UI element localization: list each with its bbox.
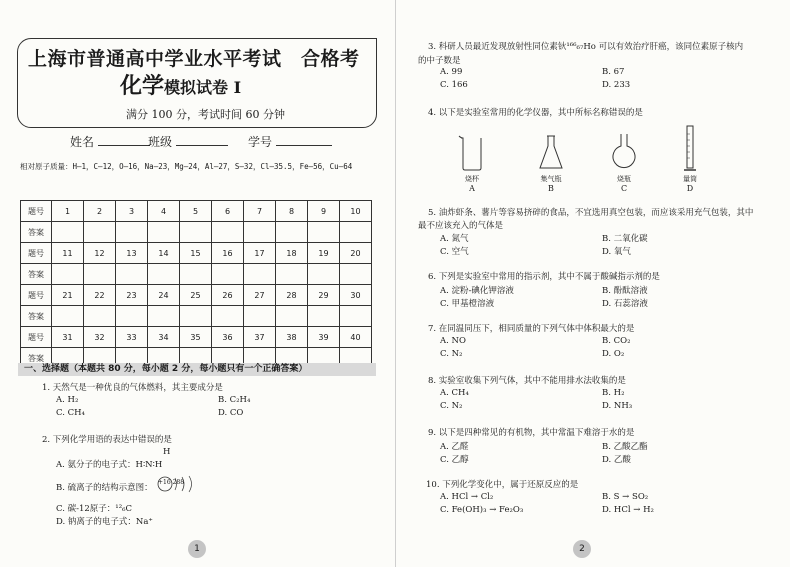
round-flask-icon [610, 132, 638, 172]
sulfide-ion-diagram [156, 475, 204, 493]
answer-cell[interactable] [276, 222, 308, 243]
instrument-d-name: 量筒 [683, 175, 697, 183]
answer-cell[interactable] [148, 222, 180, 243]
answer-row [21, 264, 372, 285]
question-number-cell: 8 [276, 201, 308, 222]
row-label-answer: 答案 [21, 264, 52, 285]
q8-option-b[interactable]: B. H₂ [602, 388, 625, 398]
id-blank[interactable] [276, 135, 332, 146]
q3-option-c[interactable]: C. 166 [440, 80, 468, 90]
question-9: 9. 以下是四种常见的有机物，其中常温下难溶于水的是 [428, 428, 635, 438]
question-number-cell: 3 [116, 201, 148, 222]
question-number-cell: 34 [148, 327, 180, 348]
answer-cell[interactable] [212, 306, 244, 327]
name-label: 姓名 [70, 135, 95, 149]
name-field[interactable] [70, 133, 150, 150]
paper-title: 模拟试卷 I [164, 78, 242, 97]
flask-icon [536, 132, 566, 172]
sulfide-ion-numbers: +16 288 [158, 479, 185, 486]
question-2: 2. 下列化学用语的表达中错误的是 [42, 435, 172, 445]
q9-option-b[interactable]: B. 乙酸乙酯 [602, 442, 648, 452]
q7-option-a[interactable]: A. NO [440, 336, 466, 346]
q1-option-c[interactable]: C. CH₄ [56, 408, 85, 418]
q10-option-a[interactable]: A. HCl → Cl₂ [440, 492, 494, 502]
question-7: 7. 在同温同压下，相同质量的下列气体中体积最大的是 [428, 324, 635, 334]
question-number-cell: 9 [308, 201, 340, 222]
question-3: 3. 科研人员最近发现放射性同位素钬¹⁶⁶₆₇Ho 可以有效治疗肝癌，该同位素原子核内 [428, 42, 744, 52]
answer-cell[interactable] [340, 222, 372, 243]
q1-option-d[interactable]: D. CO [218, 408, 244, 418]
question-3-cont: 的中子数是 [418, 56, 461, 66]
q7-option-c[interactable]: C. N₂ [440, 349, 463, 359]
answer-cell[interactable] [212, 264, 244, 285]
atomic-masses: 相对原子质量：H—1，C—12，O—16，Na—23，Mg—24，Al—27，S—32，Cl—35.5，Fe—56，Cu—64 [20, 162, 353, 171]
question-6: 6. 下列是实验室中常用的指示剂，其中不属于酸碱指示剂的是 [428, 272, 660, 282]
answer-cell[interactable] [180, 222, 212, 243]
question-number-cell: 32 [84, 327, 116, 348]
answer-cell[interactable] [244, 222, 276, 243]
class-blank[interactable] [176, 135, 228, 146]
instrument-d-letter: D [686, 184, 694, 193]
question-number-cell: 12 [84, 243, 116, 264]
q8-option-d[interactable]: D. NH₃ [602, 401, 633, 411]
question-number-cell: 23 [116, 285, 148, 306]
question-number-cell: 10 [340, 201, 372, 222]
id-label: 学号 [248, 135, 273, 149]
question-number-cell: 37 [244, 327, 276, 348]
question-number-cell: 2 [84, 201, 116, 222]
question-number-cell: 5 [180, 201, 212, 222]
q6-option-b[interactable]: B. 酚酞溶液 [602, 286, 648, 296]
q2-option-b[interactable]: B. 硫离子的结构示意图： [56, 483, 153, 493]
q2-option-c[interactable]: C. 碳-12原子：¹²₆C [56, 504, 133, 514]
answer-cell[interactable] [116, 222, 148, 243]
q9-option-a[interactable]: A. 乙醛 [440, 442, 469, 452]
answer-cell[interactable] [212, 222, 244, 243]
id-field[interactable] [248, 133, 332, 150]
answer-cell[interactable] [116, 306, 148, 327]
q6-option-d[interactable]: D. 石蕊溶液 [602, 299, 648, 309]
question-number-cell: 14 [148, 243, 180, 264]
q6-option-a[interactable]: A. 淀粉-碘化钾溶液 [440, 286, 514, 296]
score-line: 满分 100 分，考试时间 60 分钟 [126, 108, 285, 121]
question-number-cell: 7 [244, 201, 276, 222]
q8-option-c[interactable]: C. N₂ [440, 401, 463, 411]
q9-option-d[interactable]: D. 乙酸 [602, 455, 631, 465]
q9-option-c[interactable]: C. 乙醇 [440, 455, 469, 465]
question-number-cell: 15 [180, 243, 212, 264]
question-4: 4. 以下是实验室常用的化学仪器，其中所标名称错误的是 [428, 108, 643, 118]
q8-option-a[interactable]: A. CH₄ [440, 388, 469, 398]
question-number-cell: 19 [308, 243, 340, 264]
question-number-cell: 26 [212, 285, 244, 306]
question-number-cell: 40 [340, 327, 372, 348]
q3-option-a[interactable]: A. 99 [440, 67, 463, 77]
answer-cell[interactable] [116, 264, 148, 285]
row-label-question: 题号 [21, 327, 52, 348]
answer-cell[interactable] [308, 264, 340, 285]
question-number-cell: 38 [276, 327, 308, 348]
question-number-cell: 1 [52, 201, 84, 222]
answer-cell[interactable] [180, 264, 212, 285]
instrument-b-letter: B [548, 184, 554, 193]
question-8: 8. 实验室收集下列气体，其中不能用排水法收集的是 [428, 376, 626, 386]
question-number-cell: 31 [52, 327, 84, 348]
instrument-a-name: 烧杯 [465, 175, 479, 183]
instrument-a-letter: A [469, 184, 475, 193]
answer-cell[interactable] [52, 264, 84, 285]
question-number-cell: 35 [180, 327, 212, 348]
q2-option-a-top: H [163, 447, 171, 457]
question-number-cell: 11 [52, 243, 84, 264]
row-label-question: 题号 [21, 285, 52, 306]
q2-option-d[interactable]: D. 钠离子的电子式：Na⁺ [56, 517, 153, 527]
q5-option-b[interactable]: B. 二氧化碳 [602, 234, 648, 244]
question-number-cell: 22 [84, 285, 116, 306]
question-number-row [21, 201, 372, 222]
question-number-cell: 36 [212, 327, 244, 348]
answer-row [21, 306, 372, 327]
class-field[interactable] [148, 133, 228, 150]
answer-cell[interactable] [340, 264, 372, 285]
q1-option-a[interactable]: A. H₂ [56, 395, 79, 405]
class-label: 班级 [148, 135, 173, 149]
answer-cell[interactable] [148, 306, 180, 327]
question-number-cell: 25 [180, 285, 212, 306]
answer-cell[interactable] [276, 306, 308, 327]
row-label-question: 题号 [21, 201, 52, 222]
answer-cell[interactable] [148, 264, 180, 285]
question-10: 10. 下列化学变化中，属于还原反应的是 [426, 480, 579, 490]
q1-option-b[interactable]: B. C₂H₄ [218, 395, 251, 405]
row-label-answer: 答案 [21, 306, 52, 327]
q10-option-d[interactable]: D. HCl → H₂ [602, 505, 654, 515]
answer-cell[interactable] [244, 306, 276, 327]
question-number-row [21, 285, 372, 306]
answer-cell[interactable] [276, 264, 308, 285]
question-number-cell: 20 [340, 243, 372, 264]
question-number-cell: 6 [212, 201, 244, 222]
q6-option-c[interactable]: C. 甲基橙溶液 [440, 299, 495, 309]
question-number-cell: 24 [148, 285, 180, 306]
question-5-cont: 最不应该充入的气体是 [418, 221, 504, 231]
page-number-1: 1 [188, 540, 206, 558]
q5-option-c[interactable]: C. 空气 [440, 247, 469, 257]
answer-cell[interactable] [84, 222, 116, 243]
exam-title: 上海市普通高中学业水平考试 合格考 [28, 48, 360, 70]
graduated-cylinder-icon [682, 124, 698, 174]
page-number-2: 2 [573, 540, 591, 558]
question-number-cell: 39 [308, 327, 340, 348]
answer-cell[interactable] [308, 222, 340, 243]
question-number-row [21, 243, 372, 264]
subject-title: 化学 [120, 73, 165, 99]
q10-option-b[interactable]: B. S → SO₂ [602, 492, 649, 502]
row-label-answer: 答案 [21, 222, 52, 243]
answer-cell[interactable] [308, 306, 340, 327]
instrument-b-name: 集气瓶 [540, 175, 562, 183]
answer-cell[interactable] [340, 306, 372, 327]
answer-cell[interactable] [180, 306, 212, 327]
question-number-cell: 18 [276, 243, 308, 264]
answer-cell[interactable] [52, 306, 84, 327]
q3-option-b[interactable]: B. 67 [602, 67, 625, 77]
row-label-question: 题号 [21, 243, 52, 264]
question-number-cell: 21 [52, 285, 84, 306]
question-5: 5. 油炸虾条、薯片等容易挤碎的食品，不宜选用真空包装，而应该采用充气包装，其中 [428, 208, 754, 218]
answer-table [20, 200, 372, 369]
question-number-cell: 27 [244, 285, 276, 306]
question-number-cell: 30 [340, 285, 372, 306]
answer-cell[interactable] [84, 264, 116, 285]
instrument-c-letter: C [620, 184, 628, 193]
question-1: 1. 天然气是一种优良的气体燃料，其主要成分是 [42, 383, 223, 393]
question-number-row [21, 327, 372, 348]
question-number-cell: 4 [148, 201, 180, 222]
question-number-cell: 13 [116, 243, 148, 264]
right-page [396, 0, 790, 567]
q7-option-b[interactable]: B. CO₂ [602, 336, 631, 346]
answer-cell[interactable] [244, 264, 276, 285]
section-title: 一、选择题（本题共 80 分，每小题 2 分，每小题只有一个正确答案） [18, 363, 376, 376]
name-blank[interactable] [98, 135, 150, 146]
answer-row [21, 222, 372, 243]
q5-option-a[interactable]: A. 氮气 [440, 234, 469, 244]
answer-cell[interactable] [84, 306, 116, 327]
q3-option-d[interactable]: D. 233 [602, 80, 631, 90]
instrument-c-name: 烧瓶 [617, 175, 631, 183]
q2-option-a[interactable]: A. 氨分子的电子式：H∶N∶H [56, 460, 163, 470]
q5-option-d[interactable]: D. 氧气 [602, 247, 631, 257]
row-label-answer: 答案 [21, 348, 52, 369]
question-number-cell: 33 [116, 327, 148, 348]
question-number-cell: 28 [276, 285, 308, 306]
q10-option-c[interactable]: C. Fe(OH)₃ → Fe₂O₃ [440, 505, 524, 515]
answer-cell[interactable] [52, 222, 84, 243]
q7-option-d[interactable]: D. O₂ [602, 349, 625, 359]
question-number-cell: 29 [308, 285, 340, 306]
exam-subtitle [120, 69, 241, 100]
question-number-cell: 17 [244, 243, 276, 264]
question-number-cell: 16 [212, 243, 244, 264]
